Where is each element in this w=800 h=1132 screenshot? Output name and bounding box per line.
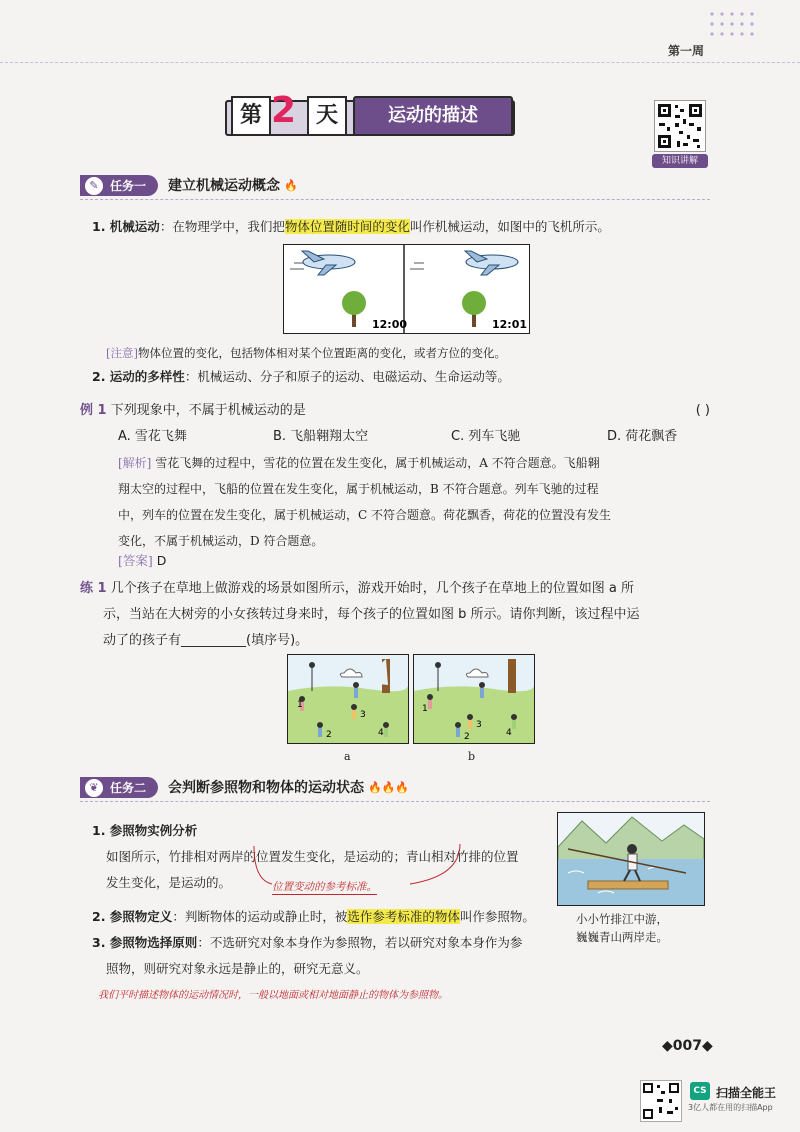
- leaf-icon: ❦: [84, 778, 104, 798]
- svg-text:3: 3: [476, 720, 482, 730]
- example1-analysis: [解析] 雪花飞舞的过程中，雪花的位置在发生变化，属于机械运动，A 不符合题意。飞船翱 翔太空的过程中，飞船的位置在发生变化，属于机械运动，B 不符合题意。列车飞驰的过程 中，列车的位置在发生变化，属于机械运动，C 不符合题意。荷花飘香，荷花的位置没有发生 变化，不属于机械运动，D 符合题意。: [118, 456, 611, 548]
- task2-item2: 2. 参照物定义：判断物体的运动或静止时，被选作参考标准的物体叫作参照物。: [92, 909, 535, 924]
- caption-b: b: [468, 750, 476, 763]
- decorative-dots: [706, 8, 762, 52]
- caption-a: a: [344, 750, 351, 763]
- airplane-icon: [290, 251, 355, 275]
- example1-options: [118, 424, 718, 450]
- task2-item3: 3. 参照物选择原则：不选研究对象本身作为参照物，若以研究对象本身作为参 照物，则研究对象永远是静止的，研究无意义。: [92, 935, 523, 976]
- option-d[interactable]: D. 荷花飘香: [607, 429, 678, 444]
- task2-title: 会判断参照物和物体的运动状态: [168, 780, 365, 796]
- child-3: 3: [360, 710, 366, 720]
- task2-rule: [80, 801, 710, 803]
- child-1: 1: [297, 700, 303, 710]
- task2-header: [80, 776, 409, 798]
- option-c[interactable]: C. 列车飞驰: [451, 429, 521, 444]
- option-b[interactable]: B. 飞船翱翔太空: [273, 429, 369, 444]
- qr-label: 知识讲解: [652, 154, 708, 168]
- raft-caption: 小小竹排江中游， 巍巍青山两岸走。: [576, 912, 668, 944]
- svg-text:1: 1: [422, 704, 428, 714]
- day-number: 2: [271, 90, 297, 131]
- task1-item1: 1. 机械运动：在物理学中，我们把物体位置随时间的变化叫作机械运动，如图中的飞机所示。: [92, 219, 610, 234]
- scanner-name: 扫描全能王: [716, 1086, 777, 1100]
- task1-title: 建立机械运动概念: [168, 178, 281, 194]
- time-left: 12:00: [372, 318, 408, 331]
- option-a[interactable]: A. 雪花飞舞: [118, 429, 187, 444]
- day-prefix: 第: [231, 96, 271, 136]
- header-divider: [0, 62, 800, 63]
- answer-paren: ( ): [695, 403, 710, 418]
- example1-question: 例 1 下列现象中，不属于机械运动的是 ( ): [80, 398, 710, 424]
- handnote-ground: 我们平时描述物体的运动情况时，一般以地面或相对地面静止的物体为参照物。: [98, 990, 448, 1001]
- time-right: 12:01: [492, 318, 528, 331]
- task1-item2: 2. 运动的多样性：机械运动、分子和原子的运动、电磁运动、生命运动等。: [92, 369, 510, 384]
- svg-text:4: 4: [506, 728, 512, 738]
- raft-figure: [557, 812, 705, 906]
- task2-item1: 1. 参照物实例分析 如图所示，竹排相对两岸的位置发生变化，是运动的；青山相对竹排的位置 发生变化，是运动的。: [92, 823, 519, 890]
- example1-answer: [答案] D: [118, 553, 167, 568]
- analysis-tag: [解析]: [118, 456, 152, 470]
- park-figure-a: [287, 654, 409, 744]
- handnote-reference: 位置变动的参考标准。: [272, 881, 377, 893]
- park-figure-b: [413, 654, 535, 744]
- child-2: 2: [326, 730, 332, 740]
- page-number: ◆007◆: [662, 1038, 713, 1054]
- airplane-figure: [283, 244, 530, 334]
- task1-tag: ✎ 任务一: [80, 175, 158, 196]
- page-title: [225, 90, 515, 136]
- task2-tag: ❦ 任务二: [80, 777, 158, 798]
- svg-text:2: 2: [464, 732, 470, 742]
- day-title: 运动的描述: [353, 96, 513, 136]
- camscanner-logo-icon: CS: [690, 1082, 710, 1100]
- day-suffix: 天: [307, 96, 347, 136]
- lightbulb-icon: ✎: [84, 176, 104, 196]
- task1-note: [注意]物体位置的变化，包括物体相对某个位置距离的变化，或者方位的变化。: [106, 346, 506, 360]
- qr-code-icon[interactable]: [654, 100, 706, 152]
- child-4: 4: [378, 728, 384, 738]
- flame-icon: 🔥: [284, 178, 298, 192]
- scanner-qr-icon[interactable]: [640, 1080, 682, 1122]
- task1-rule: [80, 199, 710, 201]
- handnote-arrows: [250, 840, 470, 890]
- flame-icons: 🔥🔥🔥: [368, 780, 410, 794]
- practice1: 练 1 几个孩子在草地上做游戏的场景如图所示，游戏开始时，几个孩子在草地上的位置如图 a 所 示，当站在大树旁的小女孩转过身来时，每个孩子的位置如图 b 所示。请你判断，该过程中运 动了的孩子有__________(填序号)。: [80, 581, 640, 648]
- task1-header: [80, 174, 298, 196]
- scanner-subtitle: 3亿人都在用的扫描App: [688, 1103, 773, 1112]
- week-label: 第一周: [668, 44, 705, 58]
